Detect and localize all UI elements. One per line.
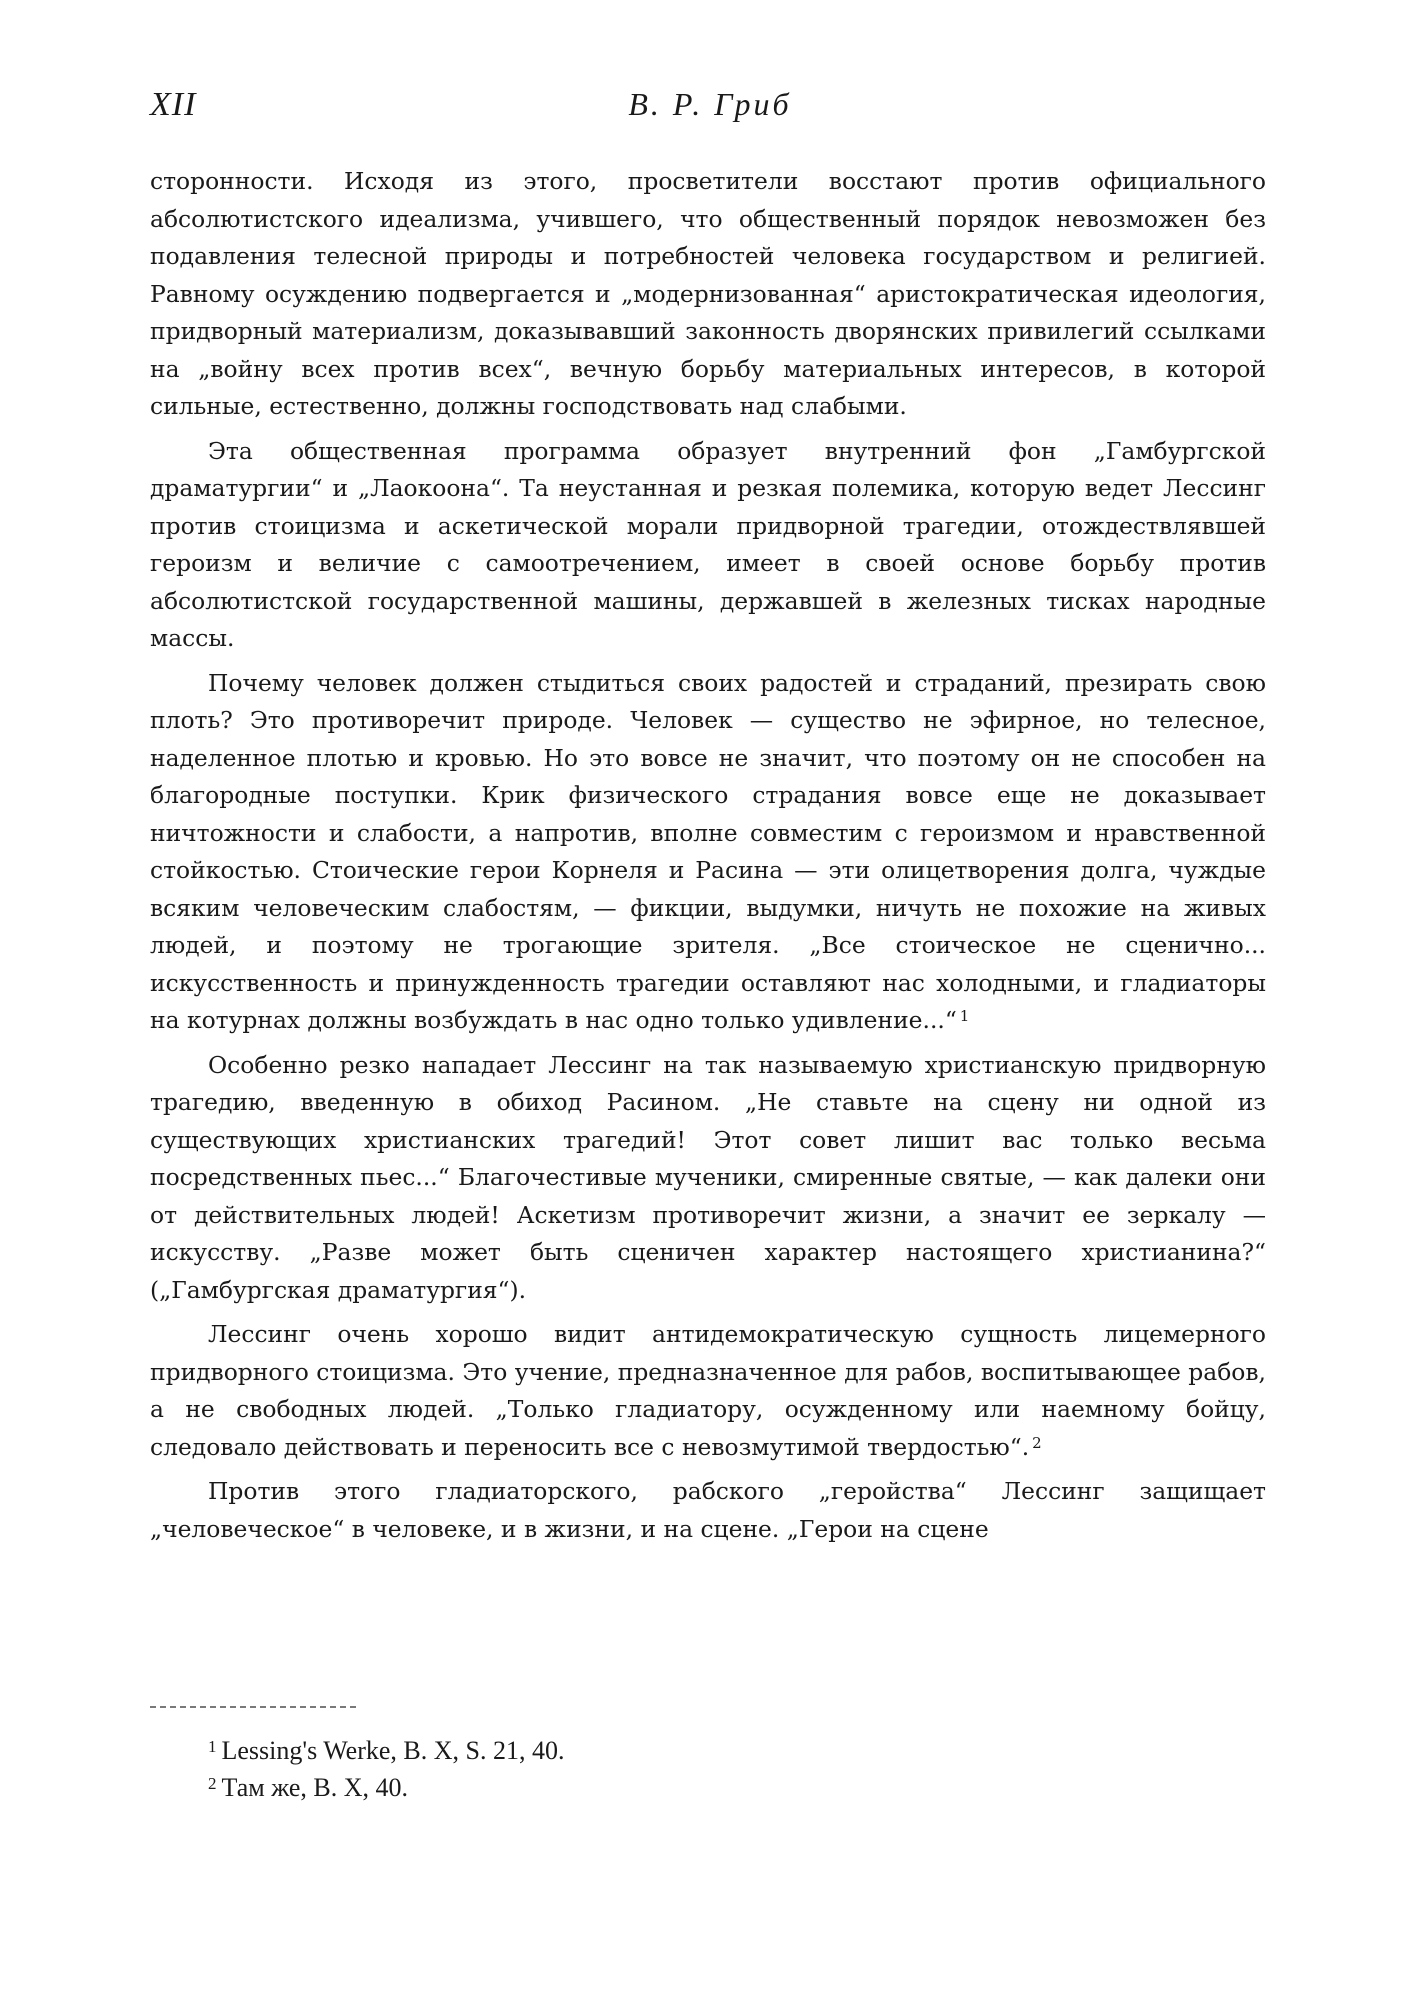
paragraph [150,433,1266,658]
footnote-mark: 1 [208,1737,217,1756]
paragraph [150,1473,1266,1548]
paragraph-text: Против этого гладиаторского, рабского „геройства“ Лессинг защищает „человеческое“ в человеке, и в жизни, и на сцене. „Герои на сцене [150,1477,1266,1543]
paragraph [150,1316,1266,1466]
paragraph-text: Лессинг очень хорошо видит антидемократическую сущность лицемерного придворного стоицизма. Это учение, предназначенное для рабов, воспитывающее рабов, а не свободных людей. „Только гладиатору, осужденному или наемному бойцу, следовало действовать и переносить все с невозмутимой твердостью“. [150,1320,1266,1461]
running-head [150,86,1270,136]
paragraph-text: Особенно резко нападает Лессинг на так называемую христианскую придворную трагедию, введенную в обиход Расином. „Не ставьте на сцену ни одной из существующих христианских трагедий! Этот совет лишит вас только весьма посредственных пьес...“ Благочестивые мученики, смиренные святые, — как далеки они от действительных людей! Аскетизм противоречит жизни, а значит ее зеркалу — искусству. „Разве может быть сценичен характер настоящего христианина?“ („Гамбургская драматургия“). [150,1050,1266,1304]
footnote-ref-1[interactable]: 1 [959,1007,970,1025]
paragraph-text: Почему человек должен стыдиться своих радостей и страданий, презирать свою плоть? Это противоречит природе. Человек — существо не эфирное, но телесное, наделенное плотью и кровью. Но это вовсе не значит, что поэтому он не способен на благородные поступки. Крик физического страдания вовсе еще не доказывает ничтожности и слабости, а напротив, вполне совместим с героизмом и нравственной стойкостью. Стоические герои Корнеля и Расина — эти олицетворения долга, чуждые всяким человеческим слабостям, — фикции, выдумки, ничуть не похожие на живых людей, и поэтому не трогающие зрителя. „Все стоическое не сценично... искусственность и принужденность трагедии оставляют нас холодными, и гладиаторы на котурнах должны возбуждать в нас одно только удивление...“ [150,668,1266,1034]
footnote-1 [208,1730,908,1767]
body-text [150,163,1266,1555]
paragraph-continuation [150,163,1266,426]
paragraph-text: Эта общественная программа образует внутренний фон „Гамбургской драматургии“ и „Лаокоона“. Та неустанная и резкая полемика, которую ведет Лессинг против стоицизма и аскетической морали придворной трагедии, отождествлявшей героизм и величие с самоотречением, имеет в своей основе борьбу против абсолютистской государственной машины, державшей в железных тисках народные массы. [150,436,1266,652]
running-title: В. Р. Гриб [628,86,792,122]
page-number: XII [150,86,197,123]
paragraph [150,665,1266,1040]
footnote-2 [208,1767,908,1804]
footnote-ref-2[interactable]: 2 [1032,1433,1042,1452]
footnote-text: Lessing's Werke, B. X, S. 21, 40. [221,1736,565,1765]
paragraph-text: сторонности. Исходя из этого, просветители восстают против официального абсолютистского идеализма, учившего, что общественный порядок невозможен без подавления телесной природы и потребностей человека государством и религией. Равному осуждению подвергается и „модернизованная“ аристократическая идеология, придворный материализм, доказывавший законность дворянских привилегий ссылками на „войну всех против всех“, вечную борьбу материальных интересов, в которой сильные, естественно, должны господствовать над слабыми. [150,167,1266,420]
footnote-text: Там же, В. X, 40. [221,1773,409,1802]
footnotes [208,1730,908,1804]
footnote-divider [150,1706,356,1708]
footnote-mark: 2 [208,1774,217,1793]
paragraph [150,1047,1266,1310]
